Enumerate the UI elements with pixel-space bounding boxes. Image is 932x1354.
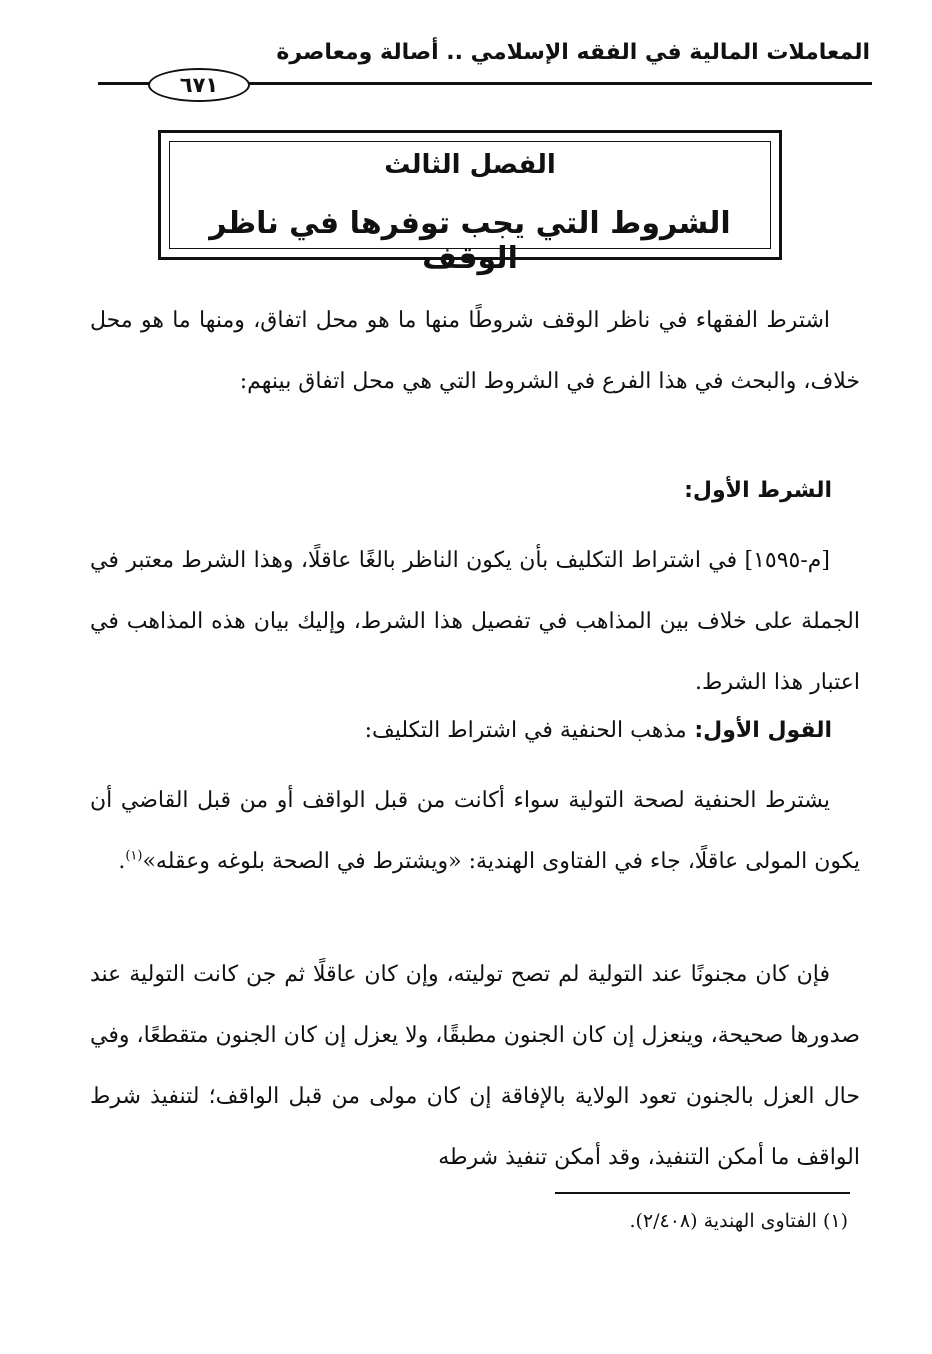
- footnote-text: الفتاوى الهندية (٢/٤٠٨).: [629, 1210, 817, 1232]
- paragraph-4: [90, 944, 860, 1188]
- opinion1-paragraph: [90, 770, 860, 892]
- page-number: ٦٧١: [148, 68, 250, 102]
- opinion1-heading-rest: مذهب الحنفية في اشتراط التكليف:: [364, 718, 687, 743]
- opinion1-text: يشترط الحنفية لصحة التولية سواء أكانت من قبل الواقف أو من قبل القاضي أن يكون المولى عاقلًا، جاء في الفتاوى الهندية: «ويشترط في الصحة بلوغه وعقله»: [90, 788, 860, 874]
- footnote-1: [629, 1210, 848, 1232]
- intro-paragraph: [90, 290, 860, 412]
- condition1-paragraph: [90, 530, 860, 713]
- condition1-text: [م-١٥٩٥] في اشتراط التكليف بأن يكون الناظر بالغًا عاقلًا، وهذا الشرط معتبر في الجملة على خلاف بين المذاهب في تفصيل هذا الشرط، وإليك بيان هذه المذاهب في اعتبار هذا الشرط.: [90, 548, 860, 695]
- opinion1-heading-bold: القول الأول:: [694, 718, 832, 743]
- footnote-reference: (١): [125, 848, 143, 864]
- condition1-heading: الشرط الأول:: [684, 478, 832, 503]
- opinion1-end: .: [118, 849, 126, 874]
- chapter-title: الشروط التي يجب توفرها في ناظر الوقف: [209, 206, 731, 276]
- running-title: المعاملات المالية في الفقه الإسلامي .. أصالة ومعاصرة: [276, 40, 870, 65]
- footnote-rule: [555, 1192, 850, 1194]
- intro-text: اشترط الفقهاء في ناظر الوقف شروطًا منها ما هو محل اتفاق، ومنها ما هو محل خلاف، والبحث في هذا الفرع في الشروط التي هي محل اتفاق بينهم:: [90, 308, 860, 394]
- chapter-label: الفصل الثالث: [384, 150, 556, 180]
- footnote-marker: (١): [822, 1210, 848, 1232]
- paragraph-4-text: فإن كان مجنونًا عند التولية لم تصح توليته، وإن كان عاقلًا ثم جن كانت التولية عند صدورها صحيحة، وينعزل إن كان الجنون مطبقًا، ولا يعزل إن كان الجنون متقطعًا، وفي حال العزل بالجنون تعود الولاية بالإفاقة إن كان مولى من قبل الواقف؛ لتنفيذ شرط الواقف ما أمكن التنفيذ، وقد أمكن تنفيذ شرطه: [90, 962, 860, 1170]
- opinion1-heading: [365, 718, 832, 743]
